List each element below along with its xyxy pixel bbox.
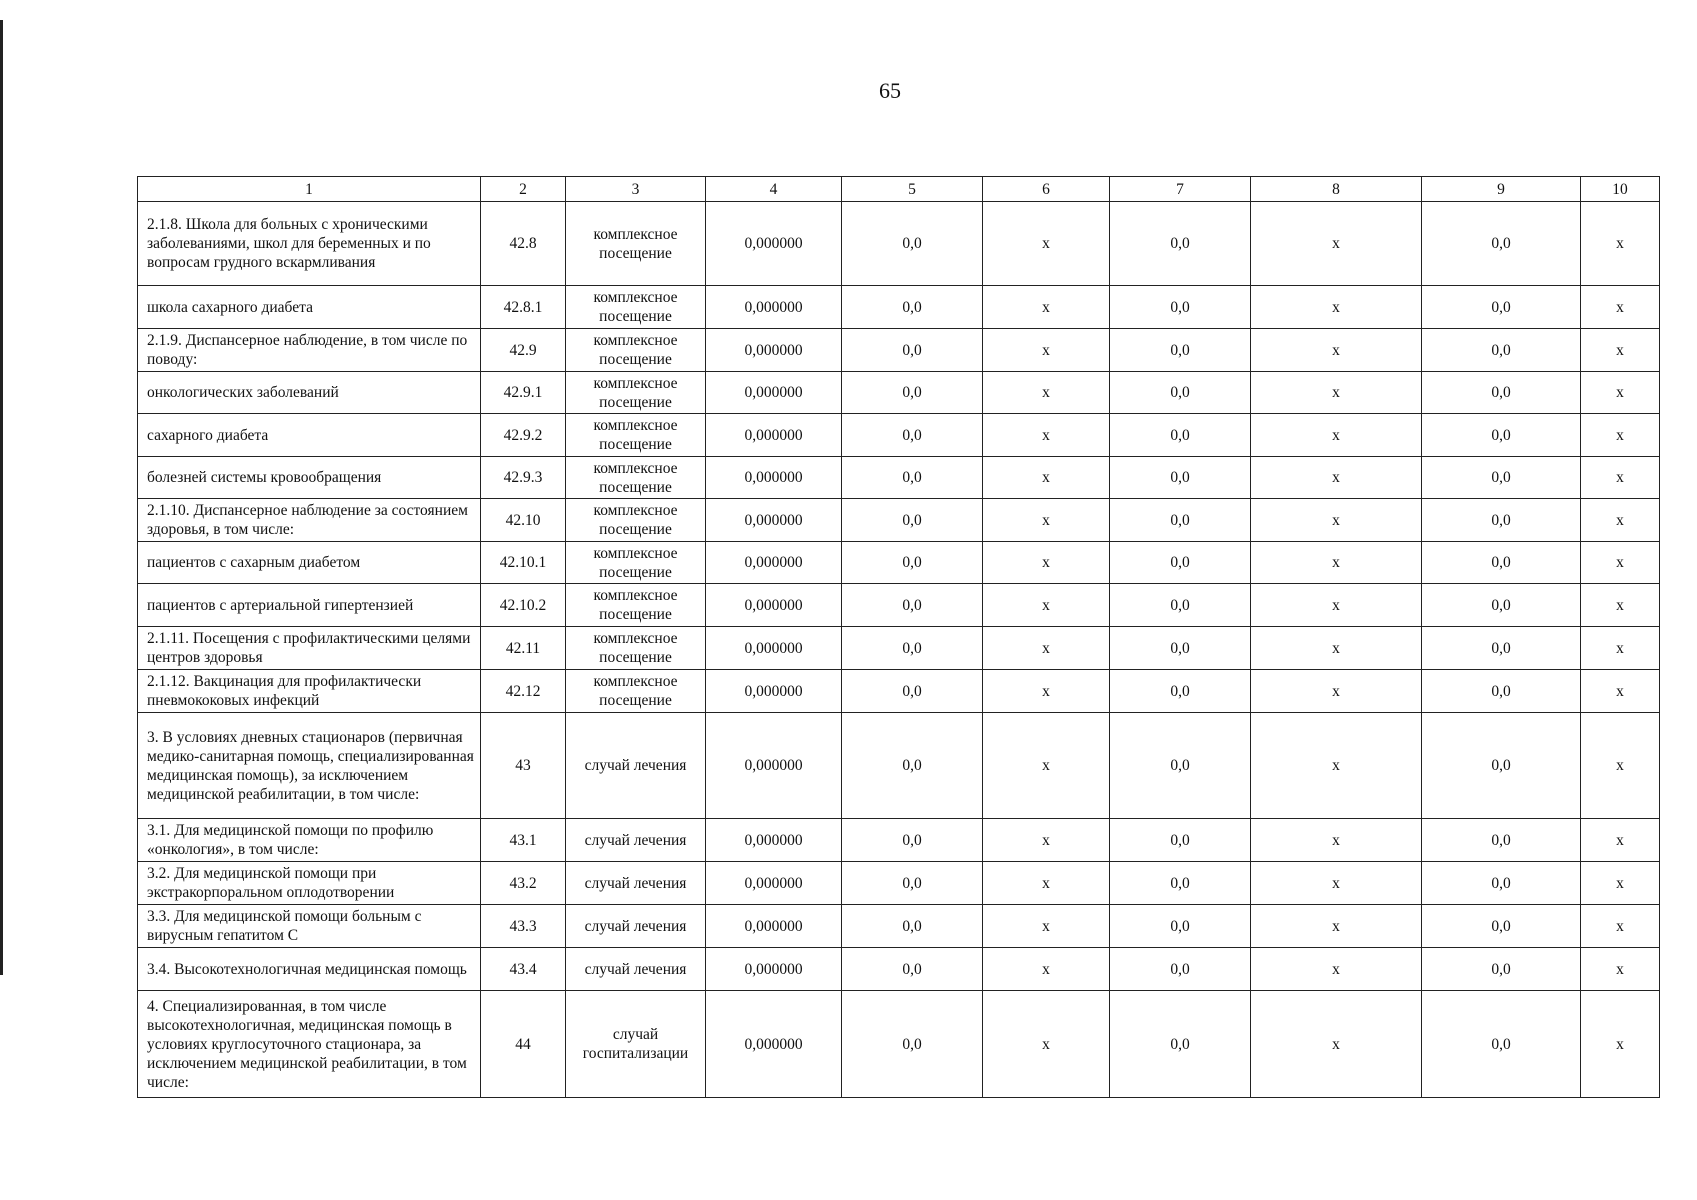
row-unit: комплексное посещение — [566, 670, 706, 713]
column-number: 3 — [566, 177, 706, 202]
row-value-5: 0,0 — [842, 670, 983, 713]
row-value-4: 0,000000 — [706, 457, 842, 499]
row-value-4: 0,000000 — [706, 499, 842, 542]
row-value-9: 0,0 — [1422, 670, 1581, 713]
row-value-7: 0,0 — [1110, 627, 1251, 670]
row-value-10: х — [1581, 372, 1660, 414]
row-value-7: 0,0 — [1110, 670, 1251, 713]
table-row — [138, 819, 1660, 862]
row-code: 42.10 — [481, 499, 566, 542]
row-value-5: 0,0 — [842, 713, 983, 819]
row-value-8: х — [1251, 584, 1422, 627]
row-name: 2.1.10. Диспансерное наблюдение за состоянием здоровья, в том числе: — [138, 499, 481, 542]
row-value-4: 0,000000 — [706, 329, 842, 372]
row-value-5: 0,0 — [842, 372, 983, 414]
row-value-4: 0,000000 — [706, 905, 842, 948]
row-value-10: х — [1581, 819, 1660, 862]
row-name: 3.3. Для медицинской помощи больным с вирусным гепатитом С — [138, 905, 481, 948]
row-value-10: х — [1581, 991, 1660, 1098]
row-value-9: 0,0 — [1422, 862, 1581, 905]
row-name: пациентов с артериальной гипертензией — [138, 584, 481, 627]
row-value-10: х — [1581, 862, 1660, 905]
row-value-7: 0,0 — [1110, 457, 1251, 499]
column-number-row — [138, 177, 1660, 202]
page-edge-line — [0, 20, 3, 975]
table-row — [138, 372, 1660, 414]
row-value-9: 0,0 — [1422, 286, 1581, 329]
row-value-8: х — [1251, 329, 1422, 372]
row-code: 43.1 — [481, 819, 566, 862]
row-value-4: 0,000000 — [706, 202, 842, 286]
table-row — [138, 414, 1660, 457]
row-value-6: х — [983, 627, 1110, 670]
row-code: 42.9.1 — [481, 372, 566, 414]
row-name: 4. Специализированная, в том числе высокотехнологичная, медицинская помощь в условиях круглосуточного стационара, за исключением медицинской реабилитации, в том числе: — [138, 991, 481, 1098]
row-value-7: 0,0 — [1110, 329, 1251, 372]
row-value-8: х — [1251, 414, 1422, 457]
row-value-10: х — [1581, 948, 1660, 991]
table-row — [138, 670, 1660, 713]
table-row — [138, 202, 1660, 286]
row-value-6: х — [983, 584, 1110, 627]
row-code: 43.4 — [481, 948, 566, 991]
row-value-6: х — [983, 819, 1110, 862]
table-row — [138, 627, 1660, 670]
row-name: 2.1.11. Посещения с профилактическими целями центров здоровья — [138, 627, 481, 670]
row-value-10: х — [1581, 542, 1660, 584]
row-value-6: х — [983, 457, 1110, 499]
row-name: 2.1.12. Вакцинация для профилактически пневмококовых инфекций — [138, 670, 481, 713]
row-value-6: х — [983, 329, 1110, 372]
row-code: 42.9.3 — [481, 457, 566, 499]
row-value-7: 0,0 — [1110, 584, 1251, 627]
row-value-6: х — [983, 286, 1110, 329]
row-code: 42.10.1 — [481, 542, 566, 584]
row-unit: случай лечения — [566, 905, 706, 948]
row-value-7: 0,0 — [1110, 948, 1251, 991]
row-value-10: х — [1581, 202, 1660, 286]
row-name: пациентов с сахарным диабетом — [138, 542, 481, 584]
row-value-5: 0,0 — [842, 457, 983, 499]
row-name: 3.2. Для медицинской помощи при экстракорпоральном оплодотворении — [138, 862, 481, 905]
row-name: школа сахарного диабета — [138, 286, 481, 329]
row-value-10: х — [1581, 329, 1660, 372]
column-number: 8 — [1251, 177, 1422, 202]
row-value-5: 0,0 — [842, 627, 983, 670]
row-name: 2.1.9. Диспансерное наблюдение, в том числе по поводу: — [138, 329, 481, 372]
row-unit: комплексное посещение — [566, 584, 706, 627]
column-number: 9 — [1422, 177, 1581, 202]
table-row — [138, 905, 1660, 948]
row-value-9: 0,0 — [1422, 329, 1581, 372]
row-value-7: 0,0 — [1110, 713, 1251, 819]
row-value-8: х — [1251, 542, 1422, 584]
row-value-10: х — [1581, 627, 1660, 670]
table-row — [138, 457, 1660, 499]
row-value-8: х — [1251, 457, 1422, 499]
page-number: 65 — [879, 78, 901, 103]
row-value-9: 0,0 — [1422, 627, 1581, 670]
row-value-9: 0,0 — [1422, 202, 1581, 286]
data-table — [137, 176, 1660, 1098]
row-value-8: х — [1251, 862, 1422, 905]
row-code: 44 — [481, 991, 566, 1098]
row-code: 42.12 — [481, 670, 566, 713]
row-value-5: 0,0 — [842, 286, 983, 329]
row-value-8: х — [1251, 286, 1422, 329]
column-number: 5 — [842, 177, 983, 202]
row-value-7: 0,0 — [1110, 372, 1251, 414]
row-unit: комплексное посещение — [566, 542, 706, 584]
row-value-9: 0,0 — [1422, 991, 1581, 1098]
row-value-4: 0,000000 — [706, 627, 842, 670]
row-value-6: х — [983, 713, 1110, 819]
row-unit: случай лечения — [566, 862, 706, 905]
column-number: 2 — [481, 177, 566, 202]
row-value-6: х — [983, 202, 1110, 286]
row-value-9: 0,0 — [1422, 584, 1581, 627]
row-value-4: 0,000000 — [706, 542, 842, 584]
row-value-4: 0,000000 — [706, 713, 842, 819]
row-value-9: 0,0 — [1422, 542, 1581, 584]
row-unit: комплексное посещение — [566, 627, 706, 670]
row-value-9: 0,0 — [1422, 414, 1581, 457]
row-code: 43.2 — [481, 862, 566, 905]
row-value-7: 0,0 — [1110, 991, 1251, 1098]
row-value-7: 0,0 — [1110, 542, 1251, 584]
column-number: 4 — [706, 177, 842, 202]
row-code: 42.9.2 — [481, 414, 566, 457]
row-value-4: 0,000000 — [706, 862, 842, 905]
row-value-5: 0,0 — [842, 948, 983, 991]
row-value-7: 0,0 — [1110, 286, 1251, 329]
row-name: болезней системы кровообращения — [138, 457, 481, 499]
row-value-10: х — [1581, 670, 1660, 713]
row-value-5: 0,0 — [842, 499, 983, 542]
row-name: 3. В условиях дневных стационаров (первичная медико-санитарная помощь, специализированная медицинская помощь), за исключением медицинской реабилитации, в том числе: — [138, 713, 481, 819]
row-code: 43.3 — [481, 905, 566, 948]
row-value-8: х — [1251, 905, 1422, 948]
row-name: онкологических заболеваний — [138, 372, 481, 414]
table-row — [138, 542, 1660, 584]
row-value-8: х — [1251, 627, 1422, 670]
row-value-4: 0,000000 — [706, 414, 842, 457]
table-row — [138, 991, 1660, 1098]
row-value-4: 0,000000 — [706, 819, 842, 862]
row-unit: случай госпитализации — [566, 991, 706, 1098]
row-value-4: 0,000000 — [706, 286, 842, 329]
row-value-9: 0,0 — [1422, 457, 1581, 499]
row-value-6: х — [983, 948, 1110, 991]
row-value-8: х — [1251, 202, 1422, 286]
row-value-4: 0,000000 — [706, 948, 842, 991]
table-row — [138, 713, 1660, 819]
row-code: 43 — [481, 713, 566, 819]
row-value-8: х — [1251, 819, 1422, 862]
row-code: 42.10.2 — [481, 584, 566, 627]
row-unit: комплексное посещение — [566, 372, 706, 414]
row-unit: комплексное посещение — [566, 329, 706, 372]
row-value-8: х — [1251, 372, 1422, 414]
row-value-6: х — [983, 991, 1110, 1098]
row-value-10: х — [1581, 584, 1660, 627]
row-value-6: х — [983, 670, 1110, 713]
row-value-7: 0,0 — [1110, 499, 1251, 542]
table-row — [138, 499, 1660, 542]
row-value-5: 0,0 — [842, 202, 983, 286]
row-code: 42.8 — [481, 202, 566, 286]
row-value-9: 0,0 — [1422, 948, 1581, 991]
row-value-5: 0,0 — [842, 905, 983, 948]
row-value-5: 0,0 — [842, 329, 983, 372]
table-row — [138, 948, 1660, 991]
table-row — [138, 862, 1660, 905]
row-value-9: 0,0 — [1422, 905, 1581, 948]
row-value-7: 0,0 — [1110, 862, 1251, 905]
row-value-10: х — [1581, 414, 1660, 457]
row-value-6: х — [983, 905, 1110, 948]
row-unit: случай лечения — [566, 713, 706, 819]
column-number: 1 — [138, 177, 481, 202]
row-value-5: 0,0 — [842, 414, 983, 457]
row-value-4: 0,000000 — [706, 670, 842, 713]
row-value-4: 0,000000 — [706, 372, 842, 414]
row-code: 42.8.1 — [481, 286, 566, 329]
row-value-10: х — [1581, 457, 1660, 499]
row-value-9: 0,0 — [1422, 819, 1581, 862]
row-unit: комплексное посещение — [566, 202, 706, 286]
row-value-6: х — [983, 414, 1110, 457]
row-name: 3.4. Высокотехнологичная медицинская помощь — [138, 948, 481, 991]
row-value-8: х — [1251, 499, 1422, 542]
row-value-8: х — [1251, 948, 1422, 991]
row-value-6: х — [983, 372, 1110, 414]
row-value-6: х — [983, 542, 1110, 584]
row-value-7: 0,0 — [1110, 905, 1251, 948]
table-row — [138, 286, 1660, 329]
row-unit: комплексное посещение — [566, 414, 706, 457]
column-number: 10 — [1581, 177, 1660, 202]
column-number: 6 — [983, 177, 1110, 202]
row-value-8: х — [1251, 991, 1422, 1098]
row-value-10: х — [1581, 713, 1660, 819]
row-value-5: 0,0 — [842, 819, 983, 862]
row-value-7: 0,0 — [1110, 819, 1251, 862]
row-unit: комплексное посещение — [566, 457, 706, 499]
row-unit: случай лечения — [566, 819, 706, 862]
row-value-9: 0,0 — [1422, 499, 1581, 542]
row-value-9: 0,0 — [1422, 372, 1581, 414]
row-value-10: х — [1581, 905, 1660, 948]
column-number: 7 — [1110, 177, 1251, 202]
row-value-6: х — [983, 862, 1110, 905]
row-value-8: х — [1251, 713, 1422, 819]
table-row — [138, 329, 1660, 372]
row-value-9: 0,0 — [1422, 713, 1581, 819]
row-name: сахарного диабета — [138, 414, 481, 457]
row-value-7: 0,0 — [1110, 414, 1251, 457]
row-unit: комплексное посещение — [566, 286, 706, 329]
row-value-10: х — [1581, 286, 1660, 329]
row-value-5: 0,0 — [842, 584, 983, 627]
row-value-6: х — [983, 499, 1110, 542]
row-value-5: 0,0 — [842, 991, 983, 1098]
table-row — [138, 584, 1660, 627]
row-unit: случай лечения — [566, 948, 706, 991]
row-value-8: х — [1251, 670, 1422, 713]
row-code: 42.9 — [481, 329, 566, 372]
row-code: 42.11 — [481, 627, 566, 670]
row-value-5: 0,0 — [842, 542, 983, 584]
row-value-5: 0,0 — [842, 862, 983, 905]
row-name: 3.1. Для медицинской помощи по профилю «онкология», в том числе: — [138, 819, 481, 862]
row-value-7: 0,0 — [1110, 202, 1251, 286]
row-value-4: 0,000000 — [706, 991, 842, 1098]
row-value-4: 0,000000 — [706, 584, 842, 627]
row-value-10: х — [1581, 499, 1660, 542]
row-unit: комплексное посещение — [566, 499, 706, 542]
row-name: 2.1.8. Школа для больных с хроническими заболеваниями, школ для беременных и по вопросам грудного вскармливания — [138, 202, 481, 286]
